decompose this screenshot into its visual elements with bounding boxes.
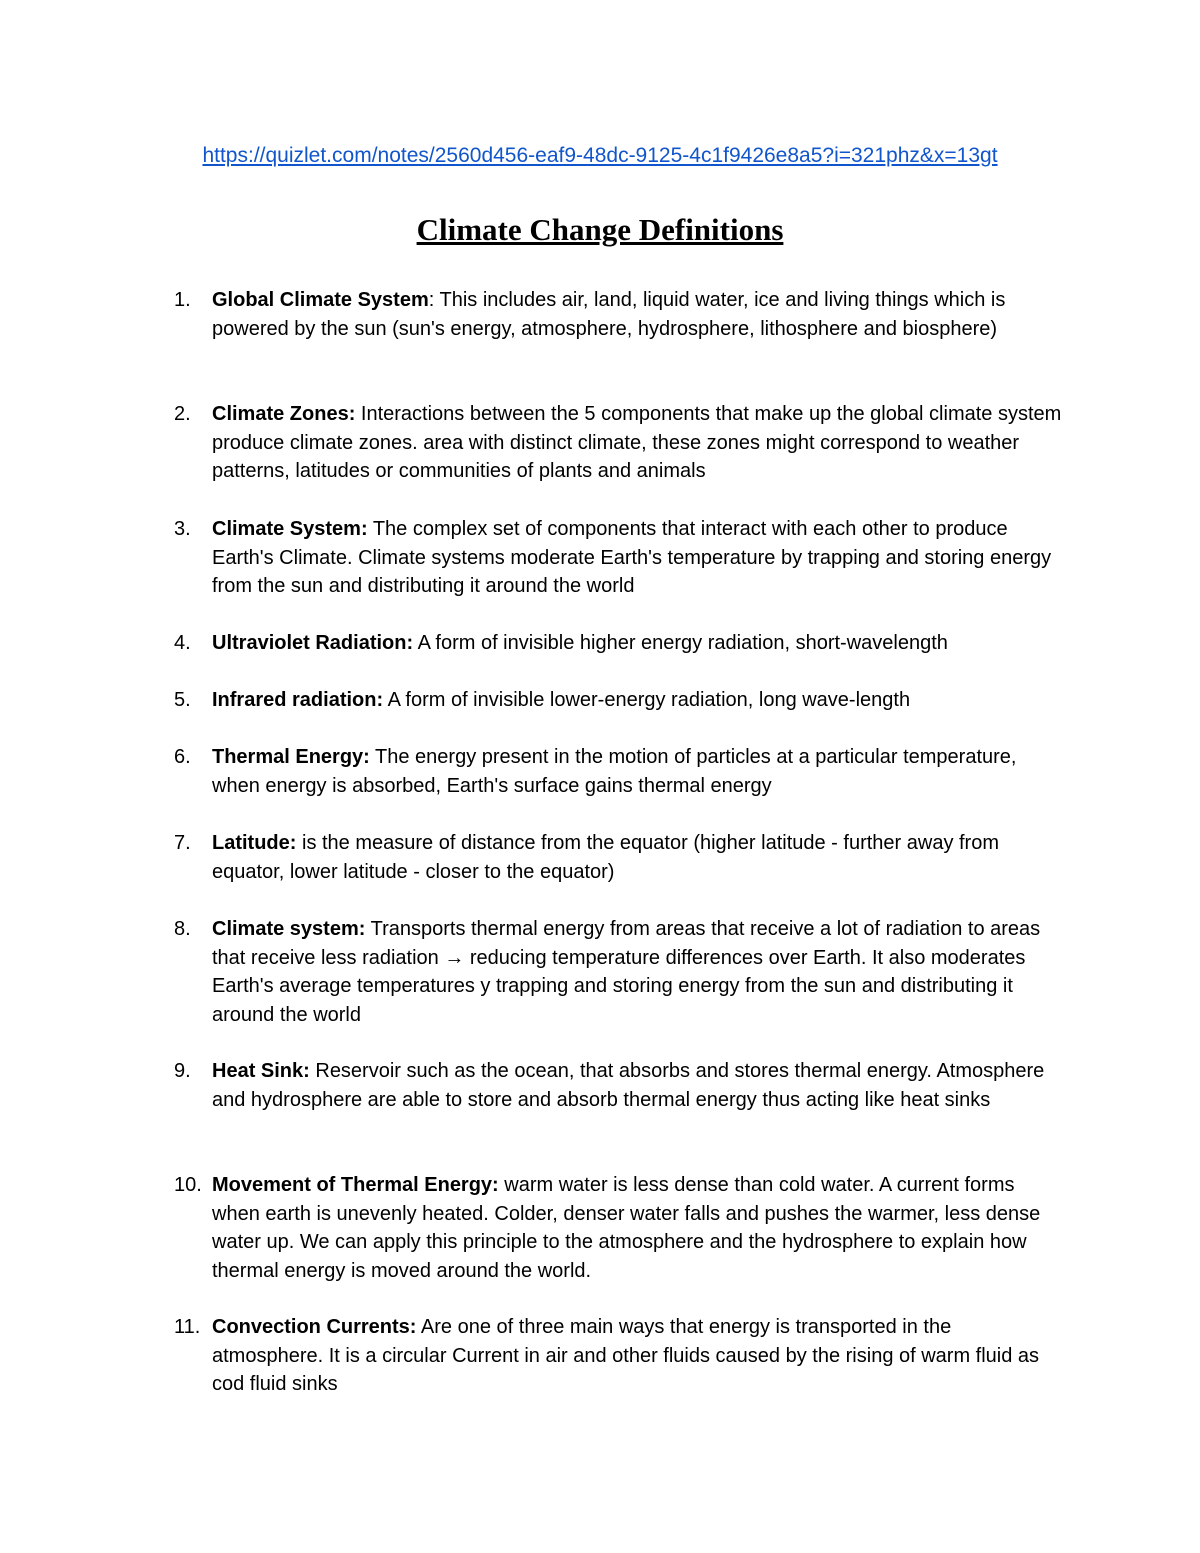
definition-item-10 [174,1171,1074,1285]
definition-body [212,743,1062,800]
definition-number: 3. [174,518,191,540]
definition-body [212,829,1062,886]
definition-number: 5. [174,689,191,711]
definition-item-11 [174,1313,1074,1399]
definition-item-6 [174,743,1074,800]
definition-term: Convection Currents: [212,1316,417,1338]
quizlet-link[interactable]: https://quizlet.com/notes/2560d456-eaf9-48dc-9125-4c1f9426e8a5?i=321phz&x=13gt [202,144,998,167]
definition-body [212,400,1062,486]
definition-text: The energy present in the motion of particles at a particular temperature, when energy is absorbed, Earth's surface gains thermal energy [212,746,1017,797]
definition-term: Climate system: [212,918,366,940]
definition-term: Climate Zones: [212,403,356,425]
definition-number: 6. [174,746,191,768]
definition-item-8 [174,915,1074,1029]
definition-text: : This includes air, land, liquid water, ice and living things which is powered by the sun (sun's energy, atmosphere, hydrosphere, lithosphere and biosphere) [212,289,1006,340]
definition-body [212,915,1062,1029]
definition-item-2 [174,400,1074,486]
definition-text: A form of invisible lower-energy radiation, long wave-length [383,689,911,711]
definition-text: The complex set of components that interact with each other to produce Earth's Climate. Climate systems moderate Earth's temperature by trapping and storing energy from the sun and distributing it around the world [212,518,1052,598]
definition-number: 1. [174,289,191,311]
definition-item-7 [174,829,1074,886]
definition-item-4 [174,629,1074,658]
definition-number: 11. [174,1316,201,1338]
definition-body [212,515,1062,601]
definition-number: 8. [174,918,191,940]
definition-term: Infrared radiation: [212,689,384,711]
definition-text: Are one of three main ways that energy is transported in the atmosphere. It is a circular Current in air and other fluids caused by the rising of warm fluid as cod fluid sinks [212,1316,1040,1396]
definition-item-9 [174,1057,1074,1114]
definition-body [212,686,1062,715]
definition-term: Heat Sink: [212,1060,310,1082]
definition-number: 4. [174,632,191,654]
definition-number: 2. [174,403,191,425]
definition-term: Climate System: [212,518,368,540]
definition-text: warm water is less dense than cold water. A current forms when earth is unevenly heated. Colder, denser water falls and pushes the warmer, less dense water up. We can apply this principle to the atmosphere and the hydrosphere to explain how thermal energy is moved around the world. [212,1174,1041,1282]
definition-body [212,286,1062,343]
definition-term: Movement of Thermal Energy: [212,1174,499,1196]
definition-body [212,1171,1062,1285]
definition-term: Ultraviolet Radiation: [212,632,414,654]
definition-body [212,1057,1062,1114]
definition-term: Latitude: [212,832,297,854]
definition-item-3 [174,515,1074,601]
page-title: Climate Change Definitions [416,212,784,247]
definition-number: 9. [174,1060,191,1082]
definition-text: Transports thermal energy from areas that receive a lot of radiation to areas that receive less radiation → reducing temperature differences over Earth. It also moderates Earth's average temperatures y trapping and storing energy from the sun and distributing it around the world [212,918,1041,1026]
definition-item-5 [174,686,1074,715]
definition-text: is the measure of distance from the equator (higher latitude - further away from equator, lower latitude - closer to the equator) [212,832,999,883]
definition-text: Reservoir such as the ocean, that absorbs and stores thermal energy. Atmosphere and hydrosphere are able to store and absorb thermal energy thus acting like heat sinks [212,1060,1045,1111]
definition-term: Thermal Energy: [212,746,370,768]
definition-body [212,1313,1062,1399]
definition-item-1 [174,286,1074,343]
definition-number: 7. [174,832,191,854]
definition-term: Global Climate System [212,289,429,311]
definition-body [212,629,1062,658]
definition-text: Interactions between the 5 components that make up the global climate system produce climate zones. area with distinct climate, these zones might correspond to weather patterns, latitudes or communities of plants and animals [212,403,1062,483]
definition-number: 10. [174,1174,202,1196]
definition-text: A form of invisible higher energy radiation, short-wavelength [413,632,948,654]
